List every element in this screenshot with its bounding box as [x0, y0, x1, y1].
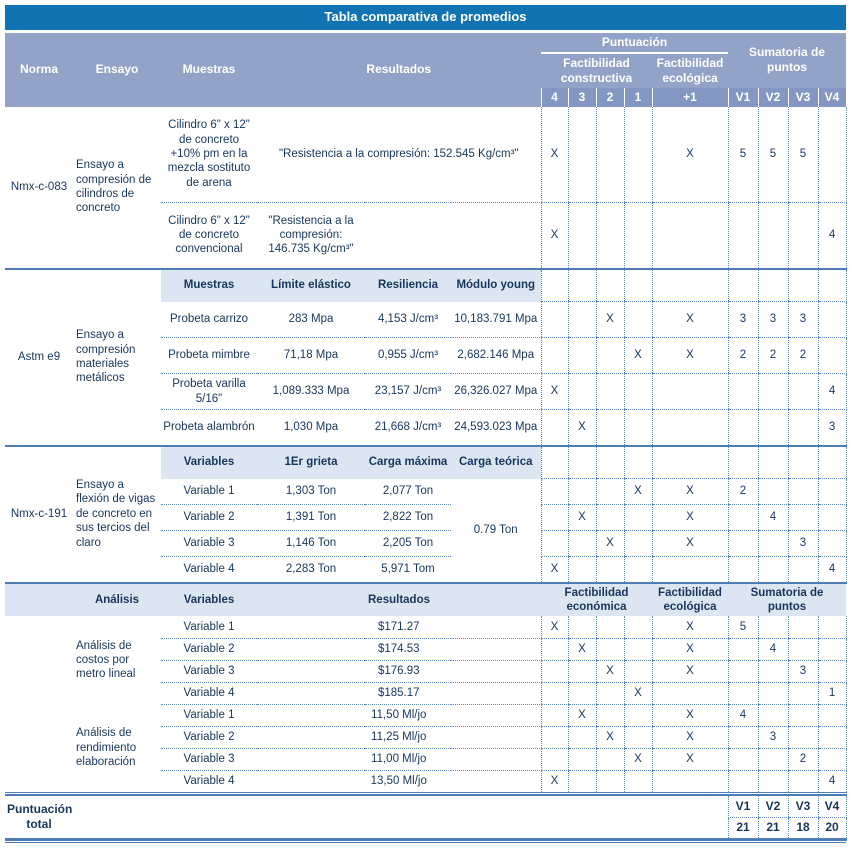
- score-cell: [568, 682, 596, 704]
- result-cell: 71,18 Mpa: [257, 338, 365, 374]
- score-cell: [758, 704, 788, 726]
- result-cell: 24,593.023 Mpa: [454, 421, 538, 434]
- score-cell: 4: [758, 638, 788, 660]
- score-col-header-4: 4: [541, 88, 568, 107]
- score-cell: X: [541, 770, 568, 792]
- result-cell: 2,283 Ton: [285, 563, 337, 576]
- score-cell: [758, 557, 788, 583]
- score-cell: [788, 726, 818, 748]
- table-header: [5, 5, 846, 107]
- score-cell: [624, 374, 652, 410]
- score-cell: [624, 660, 652, 682]
- score-cell: [596, 748, 624, 770]
- score-cell: X: [541, 557, 568, 583]
- col-header-fact-constructiva: Factibilidad constructiva: [541, 53, 652, 88]
- score-cell: [596, 374, 624, 410]
- score-cell: X: [652, 338, 728, 374]
- analysis-group-label: Análisis de rendimiento elaboración: [76, 727, 137, 769]
- score-cell: [652, 203, 728, 269]
- score-cell: [541, 726, 568, 748]
- score-cell: [624, 638, 652, 660]
- total-value-cell: 21: [728, 817, 758, 839]
- score-cell: [652, 557, 728, 583]
- score-cell: [788, 270, 818, 302]
- variable-cell: Variable 2: [161, 726, 257, 748]
- score-cell: [596, 447, 624, 479]
- analisis-header-row: [5, 583, 846, 617]
- variable-cell: Variable 4: [183, 775, 235, 788]
- score-cell: 2: [728, 479, 758, 505]
- table-title: Tabla comparativa de promedios: [5, 5, 846, 31]
- score-cell: 4: [758, 505, 788, 531]
- score-cell: [818, 270, 846, 302]
- score-cell: X: [568, 505, 596, 531]
- result-cell: 1,146 Ton: [257, 531, 365, 557]
- total-label: Puntuación total: [7, 802, 73, 831]
- col-header-analisis: Análisis: [73, 583, 161, 617]
- end-line: [5, 839, 846, 842]
- score-cell: [758, 479, 788, 505]
- empty-cell: [5, 616, 73, 792]
- score-cell: [624, 505, 652, 531]
- empty-cell: [365, 203, 451, 269]
- muestra-cell: Variable 3: [161, 531, 257, 557]
- subtable-header-cell: Límite elástico: [257, 270, 365, 302]
- score-cell: [596, 638, 624, 660]
- score-cell: X: [652, 505, 728, 531]
- score-cell: [596, 616, 624, 638]
- col-header-ensayo: Ensayo: [73, 31, 161, 107]
- result-cell: 2,077 Ton: [365, 479, 451, 505]
- resultado-cell: 11,50 Ml/jo: [257, 704, 541, 726]
- score-cell: X: [652, 726, 728, 748]
- col-header-norma: Norma: [5, 31, 73, 107]
- score-cell: [818, 660, 846, 682]
- col-header-fact-ecologica: Factibilidad ecológica: [652, 583, 728, 617]
- col-header-variables: Variables: [161, 583, 257, 617]
- score-cell: [541, 270, 568, 302]
- score-cell: [728, 638, 758, 660]
- resultado-cell: $171.27: [257, 616, 541, 638]
- result-cell: 2,682.146 Mpa: [451, 338, 541, 374]
- subtable-header-cell: Carga máxima: [365, 447, 451, 479]
- score-cell: X: [596, 726, 624, 748]
- muestra-cell: Probeta mimbre: [161, 338, 257, 374]
- result-cell: 2,822 Ton: [365, 505, 451, 531]
- col-header-sumatoria: Sumatoria de puntos: [728, 31, 846, 88]
- score-cell: 4: [818, 203, 846, 269]
- score-col-header-v1: V1: [728, 88, 758, 107]
- score-cell: [568, 302, 596, 338]
- muestra-cell: Variable 4: [183, 563, 235, 576]
- score-cell: [758, 374, 788, 410]
- score-cell: [652, 410, 728, 446]
- score-cell: [728, 203, 758, 269]
- total-header-row: [5, 795, 846, 817]
- result-cell: 2,205 Ton: [365, 531, 451, 557]
- norma-cell: Nmx-c-083: [10, 180, 68, 193]
- muestra-cell: Variable 1: [161, 479, 257, 505]
- score-cell: [596, 770, 624, 792]
- score-cell: 2: [758, 338, 788, 374]
- variable-cell: Variable 3: [161, 748, 257, 770]
- score-cell: 5: [728, 107, 758, 203]
- score-cell: 3: [788, 302, 818, 338]
- score-cell: [788, 704, 818, 726]
- result-cell: 5,971 Tom: [381, 563, 435, 576]
- score-cell: [818, 726, 846, 748]
- score-cell: [652, 374, 728, 410]
- subtable-header-cell: Resiliencia: [365, 270, 451, 302]
- resultado-cell: "Resistencia a la compresión: 146.735 Kg/cm³": [268, 214, 354, 256]
- score-cell: [818, 531, 846, 557]
- muestra-cell: Cilindro 6" x 12" de concreto convencional: [168, 214, 250, 256]
- score-cell: [541, 748, 568, 770]
- score-cell: [541, 704, 568, 726]
- resultado-cell: $174.53: [257, 638, 541, 660]
- score-cell: [624, 410, 652, 446]
- score-cell: 5: [788, 107, 818, 203]
- score-cell: [568, 557, 596, 583]
- score-cell: X: [568, 638, 596, 660]
- score-cell: [596, 203, 624, 269]
- score-cell: [788, 638, 818, 660]
- score-cell: X: [652, 531, 728, 557]
- score-cell: X: [652, 616, 728, 638]
- score-cell: [541, 638, 568, 660]
- resultado-cell: $185.17: [257, 682, 541, 704]
- score-cell: [596, 107, 624, 203]
- col-header-resultados: Resultados: [257, 583, 541, 617]
- score-cell: X: [541, 203, 568, 269]
- score-col-header-plus1: +1: [652, 88, 728, 107]
- score-cell: [568, 531, 596, 557]
- score-cell: X: [624, 479, 652, 505]
- score-cell: [728, 531, 758, 557]
- score-cell: X: [652, 660, 728, 682]
- score-cell: 5: [728, 616, 758, 638]
- subtable-header-cell: Carga teórica: [451, 447, 541, 479]
- analisis-data-row: [5, 704, 846, 726]
- score-cell: X: [568, 410, 596, 446]
- score-cell: [541, 447, 568, 479]
- score-cell: [568, 203, 596, 269]
- col-header-resultados: Resultados: [257, 31, 541, 107]
- score-cell: X: [652, 748, 728, 770]
- col-header-fact-ecologica: Factibilidad ecológica: [652, 53, 728, 88]
- score-cell: [788, 203, 818, 269]
- score-cell: [596, 410, 624, 446]
- title-row: [5, 5, 846, 31]
- subtable-header-cell: Variables: [161, 447, 257, 479]
- score-cell: [758, 616, 788, 638]
- result-cell: 1,030 Mpa: [283, 421, 339, 434]
- col-header-puntuacion: Puntuación: [541, 31, 728, 53]
- score-cell: [758, 410, 788, 446]
- score-cell: [728, 770, 758, 792]
- result-cell: 0,955 J/cm³: [365, 338, 451, 374]
- score-cell: [728, 447, 758, 479]
- total-value-cell: 20: [818, 817, 846, 839]
- score-cell: [624, 302, 652, 338]
- score-cell: 4: [818, 374, 846, 410]
- score-cell: [541, 479, 568, 505]
- score-cell: [728, 726, 758, 748]
- score-cell: X: [624, 682, 652, 704]
- muestra-cell: Probeta carrizo: [161, 302, 257, 338]
- score-cell: [652, 447, 728, 479]
- score-cell: [788, 374, 818, 410]
- score-cell: [541, 505, 568, 531]
- score-cell: [624, 270, 652, 302]
- analisis-data-row: [5, 616, 846, 638]
- score-cell: 4: [728, 704, 758, 726]
- score-cell: [624, 557, 652, 583]
- result-cell: 23,157 J/cm³: [365, 374, 451, 410]
- resultado-cell: $176.93: [257, 660, 541, 682]
- score-cell: [624, 770, 652, 792]
- score-cell: [541, 410, 568, 446]
- comparison-table: [5, 5, 847, 843]
- score-cell: 3: [788, 531, 818, 557]
- score-cell: 2: [788, 338, 818, 374]
- score-cell: 3: [758, 726, 788, 748]
- score-col-header-3: 3: [568, 88, 596, 107]
- score-cell: [818, 447, 846, 479]
- score-cell: [568, 616, 596, 638]
- result-cell: 4,153 J/cm³: [365, 302, 451, 338]
- col-header-sumatoria: Sumatoria de puntos: [728, 583, 846, 617]
- ensayo-cell: Ensayo a compresión de cilindros de concreto: [76, 159, 152, 215]
- score-cell: [818, 704, 846, 726]
- score-cell: [596, 338, 624, 374]
- total-col-header: V2: [758, 795, 788, 817]
- score-cell: [818, 479, 846, 505]
- score-col-header-v4: V4: [818, 88, 846, 107]
- variable-cell: Variable 1: [161, 616, 257, 638]
- score-cell: X: [652, 107, 728, 203]
- score-cell: X: [596, 660, 624, 682]
- score-cell: 3: [728, 302, 758, 338]
- score-cell: 3: [788, 660, 818, 682]
- result-cell: 10,183.791 Mpa: [451, 302, 541, 338]
- empty-cell: [73, 795, 728, 839]
- score-cell: [818, 302, 846, 338]
- score-cell: X: [541, 107, 568, 203]
- score-cell: [624, 107, 652, 203]
- score-cell: [818, 107, 846, 203]
- score-cell: [758, 748, 788, 770]
- subtable-header-row: [5, 270, 846, 302]
- norma-cell: Nmx-c-191: [10, 507, 68, 520]
- score-col-header-1: 1: [624, 88, 652, 107]
- score-cell: X: [652, 302, 728, 338]
- score-cell: [652, 770, 728, 792]
- total-value-cell: 18: [788, 817, 818, 839]
- norma-cell: Astm e9: [17, 350, 61, 363]
- score-cell: [596, 557, 624, 583]
- score-cell: [758, 447, 788, 479]
- score-cell: [568, 479, 596, 505]
- result-cell: 26,326.027 Mpa: [451, 374, 541, 410]
- score-cell: [596, 704, 624, 726]
- score-cell: [541, 660, 568, 682]
- score-cell: [568, 447, 596, 479]
- score-cell: [652, 270, 728, 302]
- variable-cell: Variable 3: [161, 660, 257, 682]
- empty-cell: [5, 583, 73, 617]
- score-cell: X: [624, 748, 652, 770]
- variable-cell: Variable 2: [161, 638, 257, 660]
- score-cell: [568, 770, 596, 792]
- resultado-cell: 13,50 Ml/jo: [370, 775, 427, 788]
- resultado-cell: 11,25 Ml/jo: [257, 726, 541, 748]
- score-cell: X: [541, 616, 568, 638]
- score-cell: [728, 660, 758, 682]
- analysis-group-label: Análisis de costos por metro lineal: [76, 639, 136, 681]
- score-cell: 4: [818, 557, 846, 583]
- score-cell: [568, 338, 596, 374]
- score-cell: [568, 726, 596, 748]
- total-col-header: V3: [788, 795, 818, 817]
- score-cell: [624, 447, 652, 479]
- score-cell: [758, 203, 788, 269]
- score-cell: [758, 531, 788, 557]
- resultado-cell: "Resistencia a la compresión: 152.545 Kg/cm³": [257, 107, 541, 203]
- total-col-header: V4: [818, 795, 846, 817]
- score-cell: [758, 770, 788, 792]
- variable-cell: Variable 1: [161, 704, 257, 726]
- score-cell: [568, 748, 596, 770]
- score-cell: [728, 682, 758, 704]
- score-cell: [788, 447, 818, 479]
- score-cell: [596, 682, 624, 704]
- score-cell: [624, 704, 652, 726]
- score-cell: [624, 616, 652, 638]
- score-cell: 5: [758, 107, 788, 203]
- score-cell: [624, 726, 652, 748]
- score-cell: [788, 479, 818, 505]
- score-cell: [818, 616, 846, 638]
- result-cell: 21,668 J/cm³: [374, 421, 442, 434]
- score-cell: 2: [728, 338, 758, 374]
- score-cell: [788, 557, 818, 583]
- score-cell: [758, 270, 788, 302]
- table-end-rule: [5, 839, 846, 842]
- result-cell: 1,089.333 Mpa: [257, 374, 365, 410]
- muestra-cell: Probeta varilla 5/16": [161, 374, 257, 410]
- score-cell: [728, 410, 758, 446]
- score-cell: [788, 682, 818, 704]
- ensayo-cell: Ensayo a compresión materiales metálicos: [76, 329, 136, 385]
- score-cell: X: [541, 374, 568, 410]
- score-cell: [818, 338, 846, 374]
- score-cell: [758, 682, 788, 704]
- score-cell: X: [568, 704, 596, 726]
- score-cell: [568, 660, 596, 682]
- ensayo-cell: Ensayo a flexión de vigas de concreto en sus tercios del claro: [76, 479, 156, 549]
- score-cell: [624, 203, 652, 269]
- score-cell: [788, 410, 818, 446]
- score-cell: [541, 302, 568, 338]
- score-cell: [788, 616, 818, 638]
- result-cell: 1,391 Ton: [257, 505, 365, 531]
- score-cell: [788, 770, 818, 792]
- resultado-cell: 11,00 Ml/jo: [257, 748, 541, 770]
- score-cell: [818, 638, 846, 660]
- table-body: [5, 107, 846, 843]
- score-cell: X: [652, 638, 728, 660]
- score-cell: [596, 505, 624, 531]
- score-cell: X: [596, 302, 624, 338]
- score-cell: X: [652, 704, 728, 726]
- subtable-header-cell: Módulo young: [451, 270, 541, 302]
- variable-cell: Variable 4: [161, 682, 257, 704]
- muestra-cell: Probeta alambrón: [163, 421, 255, 434]
- score-cell: [728, 748, 758, 770]
- score-cell: [596, 270, 624, 302]
- col-header-muestras: Muestras: [161, 31, 257, 107]
- score-cell: X: [624, 338, 652, 374]
- score-cell: [788, 505, 818, 531]
- score-cell: X: [652, 479, 728, 505]
- score-cell: [541, 682, 568, 704]
- score-cell: [624, 531, 652, 557]
- score-cell: [818, 505, 846, 531]
- score-col-header-v2: V2: [758, 88, 788, 107]
- muestra-cell: Cilindro 6" x 12" de concreto +10% pm en la mezcla sostituto de arena: [161, 107, 257, 203]
- carga-teorica-cell: 0.79 Ton: [473, 523, 518, 536]
- score-cell: 3: [818, 410, 846, 446]
- score-cell: 1: [818, 682, 846, 704]
- score-col-header-2: 2: [596, 88, 624, 107]
- score-cell: [728, 505, 758, 531]
- score-cell: [818, 748, 846, 770]
- total-col-header: V1: [728, 795, 758, 817]
- score-col-header-v3: V3: [788, 88, 818, 107]
- score-cell: [568, 107, 596, 203]
- data-row: [5, 107, 846, 203]
- subtable-header-cell: Muestras: [161, 270, 257, 302]
- muestra-cell: Variable 2: [161, 505, 257, 531]
- header-row-1: [5, 31, 846, 53]
- score-cell: [541, 531, 568, 557]
- subtable-header-cell: 1Er grieta: [257, 447, 365, 479]
- score-cell: 3: [758, 302, 788, 338]
- score-cell: [758, 660, 788, 682]
- score-cell: [728, 557, 758, 583]
- score-cell: [596, 479, 624, 505]
- score-cell: [568, 270, 596, 302]
- score-cell: 4: [818, 770, 846, 792]
- score-cell: [728, 374, 758, 410]
- score-cell: [652, 682, 728, 704]
- result-cell: 1,303 Ton: [257, 479, 365, 505]
- empty-cell: [451, 203, 541, 269]
- col-header-fact-economica: Factibilidad económica: [541, 583, 652, 617]
- total-value-cell: 21: [758, 817, 788, 839]
- score-cell: [728, 270, 758, 302]
- score-cell: [541, 338, 568, 374]
- score-cell: X: [596, 531, 624, 557]
- result-cell: 283 Mpa: [257, 302, 365, 338]
- score-cell: 2: [788, 748, 818, 770]
- score-cell: [568, 374, 596, 410]
- subtable-header-row: [5, 447, 846, 479]
